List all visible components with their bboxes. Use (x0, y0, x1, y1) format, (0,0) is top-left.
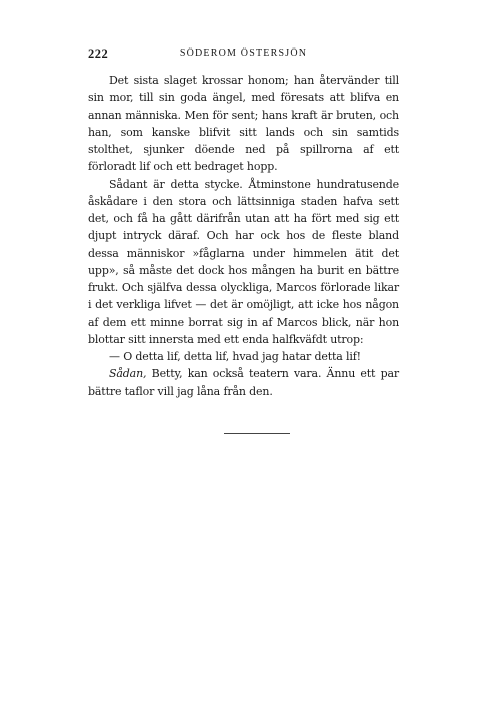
body-text (88, 72, 399, 400)
paragraph-1: Det sista slaget krossar honom; han återvänder till sin mor, till sin goda ängel, med föresats att blifva en annan människa. Men för sent; hans kraft är bruten, och han, som kanske blifvit sitt lands och sin samtids stolthet, sjunker döende ned på spillrorna af ett förloradt lif och ett bedraget hopp. (88, 74, 399, 174)
running-head (88, 47, 399, 63)
paragraph-3-quote: — O detta lif, detta lif, hvad jag hatar detta lif! (109, 350, 361, 363)
end-rule-divider (224, 433, 290, 434)
paragraph-4-text: Betty, kan också teatern vara. Ännu ett par bättre taflor vill jag låna från den. (88, 367, 399, 398)
paragraph-2: Sådant är detta stycke. Åtminstone hundratusende åskådare i den stora och lättsinniga staden hafva sett det, och få ha gått därifrån utan att ha fört med sig ett djupt intryck däraf. Och har ock hos de fleste bland dessa människor »fåglarna under himmelen ätit det upp», så måste det dock hos mången ha burit en bättre frukt. Och själfva dessa olyckliga, Marcos förlorade likar i det verkliga lifvet — det är omöjligt, att icke hos någon af dem ett minne borrat sig in af Marcos blick, när hon blottar sitt innersta med ett enda halfkväfdt utrop: (88, 177, 399, 346)
page-number: 222 (88, 47, 109, 61)
paragraph-4-italic-lead: Sådan, (109, 367, 147, 381)
running-title: SÖDEROM ÖSTERSJÖN (179, 48, 308, 59)
paragraph-4 (88, 365, 399, 400)
